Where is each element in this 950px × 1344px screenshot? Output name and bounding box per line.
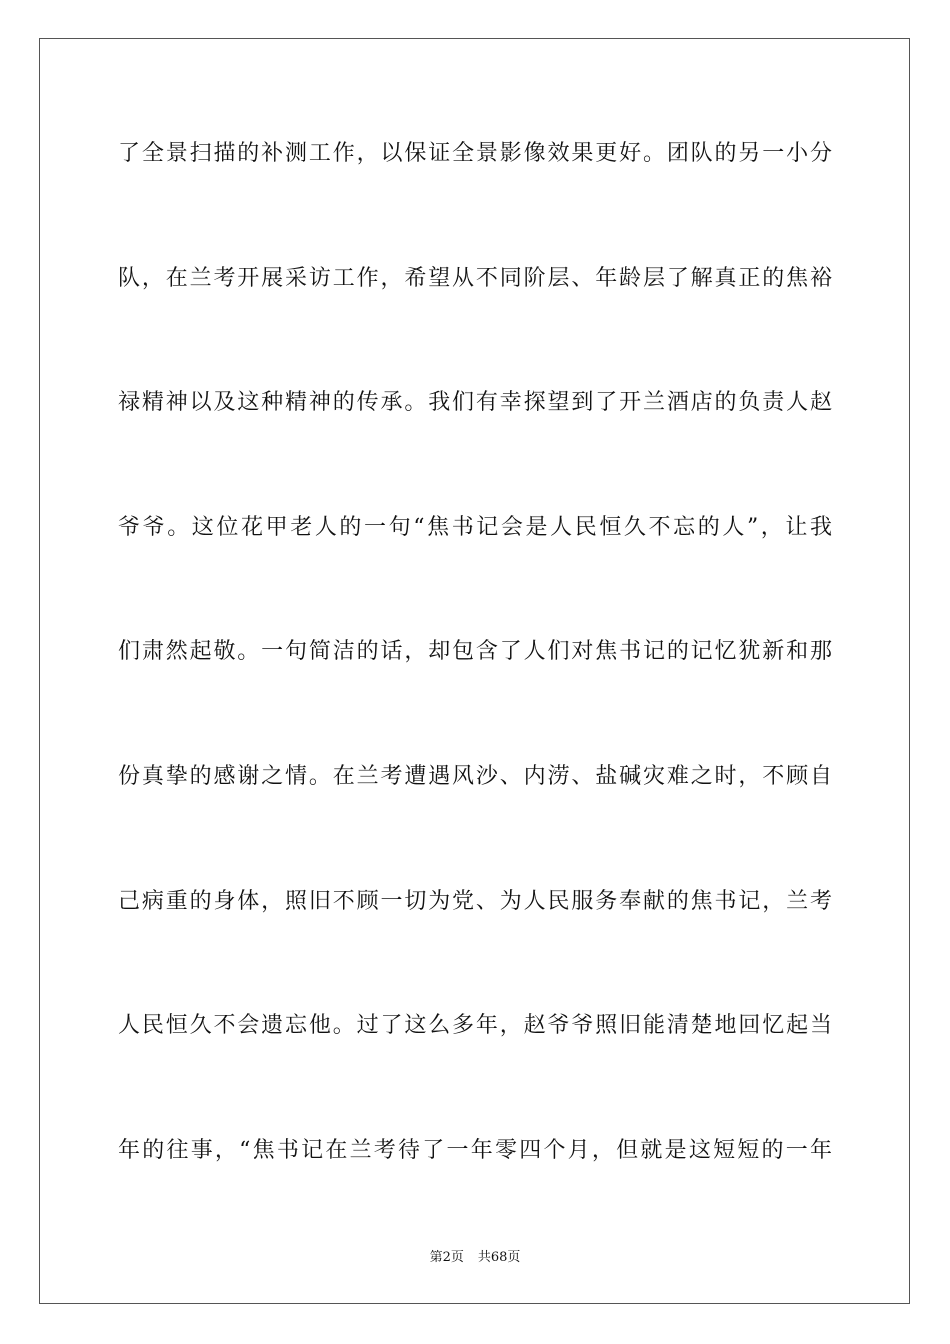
text-line: 份真挚的感谢之情。在兰考遭遇风沙、内涝、盐碱灾难之时，不顾自 bbox=[118, 763, 832, 789]
text-line: 队，在兰考开展采访工作，希望从不同阶层、年龄层了解真正的焦裕 bbox=[118, 265, 832, 291]
page-footer bbox=[0, 1246, 950, 1265]
text-line: 己病重的身体，照旧不顾一切为党、为人民服务奉献的焦书记，兰考 bbox=[118, 888, 832, 914]
text-line: 了全景扫描的补测工作，以保证全景影像效果更好。团队的另一小分 bbox=[118, 141, 832, 166]
text-line: 禄精神以及这种精神的传承。我们有幸探望到了开兰酒店的负责人赵 bbox=[118, 390, 832, 416]
text-line: 人民恒久不会遗忘他。过了这么多年，赵爷爷照旧能清楚地回忆起当 bbox=[118, 1013, 832, 1039]
text-line: 们肃然起敬。一句简洁的话，却包含了人们对焦书记的记忆犹新和那 bbox=[118, 639, 832, 665]
text-line: 爷爷。这位花甲老人的一句“焦书记会是人民恒久不忘的人”，让我 bbox=[118, 514, 832, 540]
body-text bbox=[118, 130, 832, 1251]
text-line: 年的往事，“焦书记在兰考待了一年零四个月，但就是这短短的一年 bbox=[118, 1137, 832, 1163]
page-number: 第2页 bbox=[429, 1250, 464, 1265]
page-total: 共68页 bbox=[477, 1250, 521, 1265]
